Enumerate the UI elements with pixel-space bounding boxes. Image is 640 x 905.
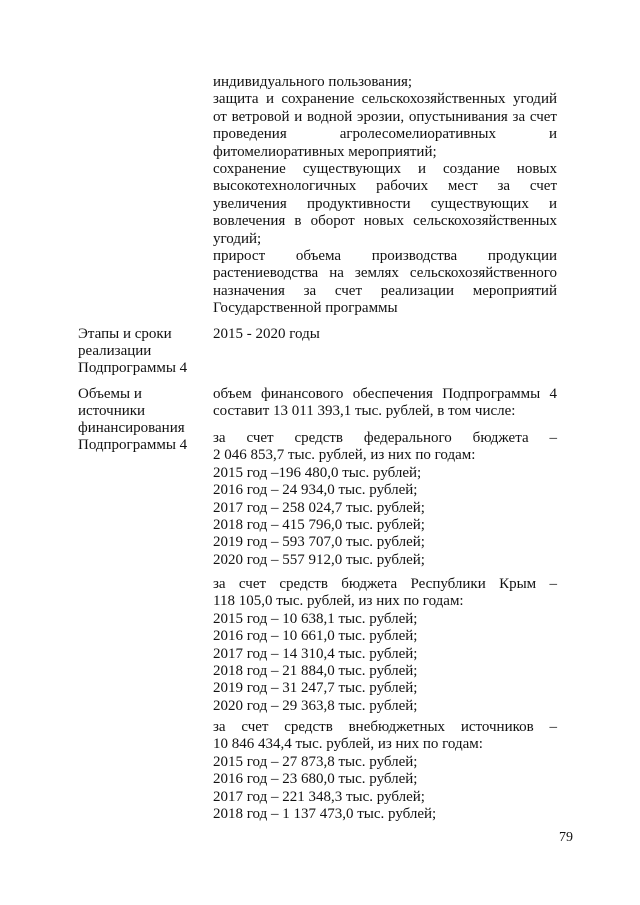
text-line: объем финансового обеспечения Подпрограммы 4 <box>213 386 557 402</box>
text-line: Государственной программы <box>213 300 398 317</box>
text-line: за счет средств бюджета Республики Крым – <box>213 576 557 592</box>
funding-label <box>78 386 203 454</box>
text-line: 2020 год – 29 363,8 тыс. рублей; <box>213 697 418 714</box>
text-line: 118 105,0 тыс. рублей, из них по годам: <box>213 593 464 610</box>
text-line: Объемы и <box>78 386 142 402</box>
text-line: защита и сохранение сельскохозяйственных угодий <box>213 91 557 108</box>
text-line: 2016 год – 24 934,0 тыс. рублей; <box>213 482 418 499</box>
text-line: угодий; <box>213 230 262 247</box>
text-line: увеличения продуктивности существующих и <box>213 195 557 212</box>
goals-continuation <box>213 74 557 318</box>
text-line: от ветровой и водной эрозии, опустынивания за счет <box>213 108 557 125</box>
text-line: 2016 год – 10 661,0 тыс. рублей; <box>213 628 418 645</box>
page-number: 79 <box>559 830 573 845</box>
text-line: 2019 год – 31 247,7 тыс. рублей; <box>213 680 418 697</box>
text-line: 2015 год –196 480,0 тыс. рублей; <box>213 464 422 481</box>
text-line: 2015 год – 27 873,8 тыс. рублей; <box>213 753 418 770</box>
stages-label <box>78 326 203 377</box>
text-line: за счет средств внебюджетных источников – <box>213 719 557 735</box>
text-line: 2 046 853,7 тыс. рублей, из них по годам: <box>213 447 476 464</box>
text-line: источники <box>78 403 146 419</box>
text-line: назначения за счет реализации мероприятий <box>213 282 557 299</box>
funding-extrabudget <box>213 719 557 823</box>
stages-value <box>213 326 557 343</box>
text-line: высокотехнологичных рабочих мест за счет <box>213 178 557 195</box>
text-line: 2018 год – 21 884,0 тыс. рублей; <box>213 663 418 680</box>
text-line: фитомелиоративных мероприятий; <box>213 143 437 160</box>
text-line: составит 13 011 393,1 тыс. рублей, в том числе: <box>213 403 516 420</box>
text-line: реализации <box>78 343 152 359</box>
text-line: прирост объема производства продукции <box>213 248 557 265</box>
text-line: 2017 год – 14 310,4 тыс. рублей; <box>213 645 418 662</box>
text-line: Подпрограммы 4 <box>78 360 188 376</box>
text-line: финансирования <box>78 420 185 436</box>
text-line: 2015 год – 10 638,1 тыс. рублей; <box>213 610 418 627</box>
text-line: 2017 год – 221 348,3 тыс. рублей; <box>213 788 425 805</box>
text-line: Подпрограммы 4 <box>78 437 188 453</box>
text-line: за счет средств федерального бюджета – <box>213 430 557 446</box>
text-line: 2020 год – 557 912,0 тыс. рублей; <box>213 551 425 568</box>
text-line: проведения агролесомелиоративных и <box>213 126 557 143</box>
funding-crimea <box>213 576 557 715</box>
text-line: вовлечения в оборот новых сельскохозяйственных <box>213 213 557 230</box>
text-line: 2019 год – 593 707,0 тыс. рублей; <box>213 534 425 551</box>
funding-federal <box>213 430 557 569</box>
text-line: 2016 год – 23 680,0 тыс. рублей; <box>213 771 418 788</box>
text-line: индивидуального пользования; <box>213 74 413 90</box>
text-line: 10 846 434,4 тыс. рублей, из них по годам: <box>213 736 483 753</box>
text-line: 2018 год – 415 796,0 тыс. рублей; <box>213 517 425 534</box>
text-line: 2018 год – 1 137 473,0 тыс. рублей; <box>213 806 437 823</box>
funding-intro <box>213 386 557 421</box>
text-line: Этапы и сроки <box>78 326 172 342</box>
text-line: сохранение существующих и создание новых <box>213 161 557 178</box>
text-line: растениеводства на землях сельскохозяйственного <box>213 265 557 282</box>
text-line: 2017 год – 258 024,7 тыс. рублей; <box>213 499 425 516</box>
stages-period: 2015 - 2020 годы <box>213 326 320 342</box>
